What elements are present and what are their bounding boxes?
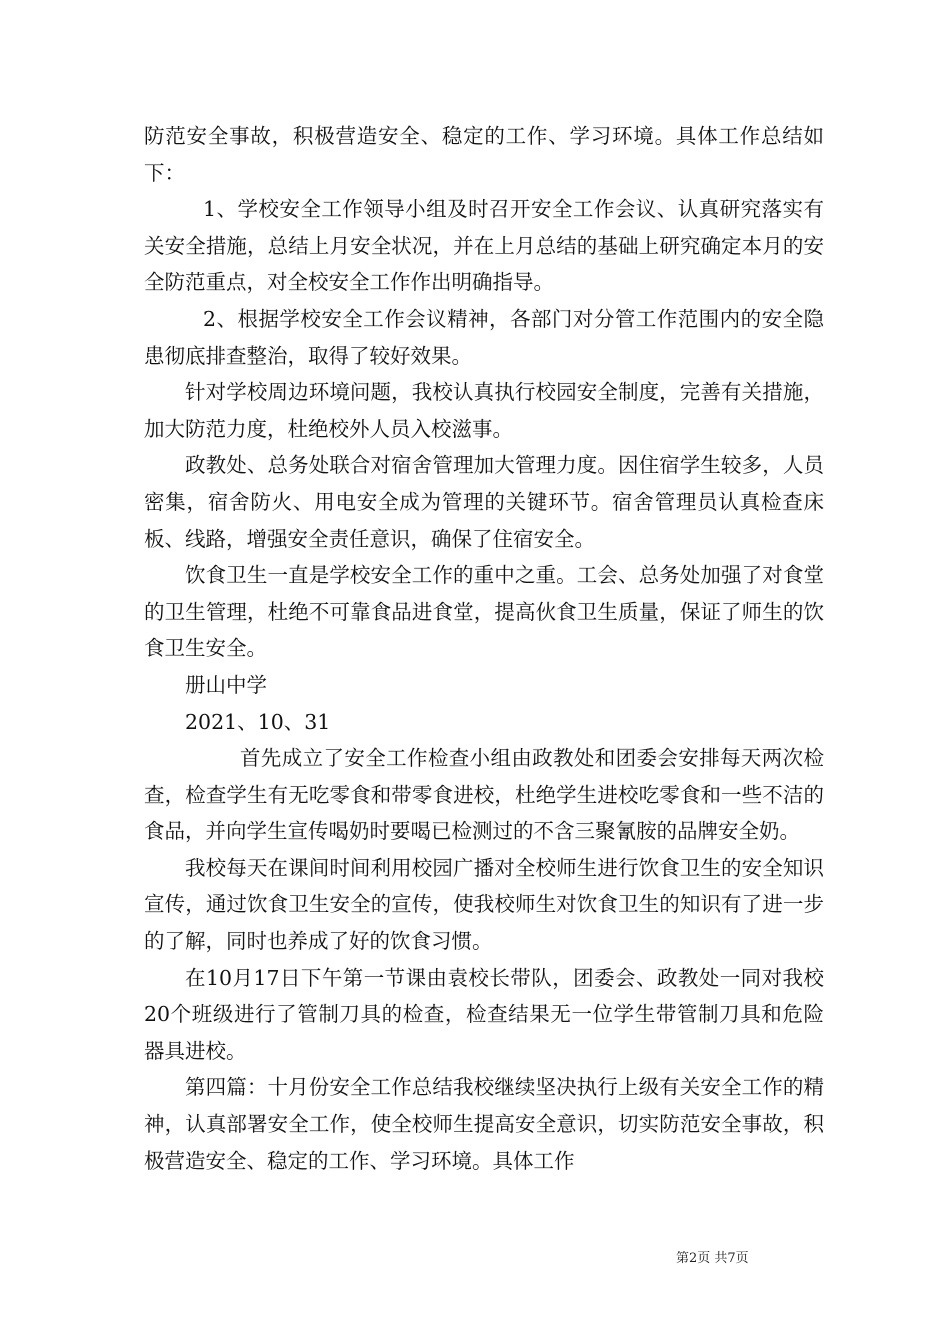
paragraph-2: 1、学校安全工作领导小组及时召开安全工作会议、认真研究落实有关安全措施，总结上月安全状况，并在上月总结的基础上研究确定本月的安全防范重点，对全校安全工作作出明确指导。	[144, 197, 824, 295]
paragraph-9: 在10月17日下午第一节课由袁校长带队，团委会、政教处一同对我校20个班级进行了管制刀具的检查，检查结果无一位学生带管制刀具和危险器具进校。	[144, 965, 824, 1063]
page-number-footer: 第2页 共7页	[676, 1251, 749, 1266]
paragraph-8: 我校每天在课间时间利用校园广播对全校师生进行饮食卫生的安全知识宣传，通过饮食卫生安全的宣传，使我校师生对饮食卫生的知识有了进一步的了解，同时也养成了好的饮食习惯。	[144, 855, 824, 954]
paragraph-4: 针对学校周边环境问题，我校认真执行校园安全制度，完善有关措施，加大防范力度，杜绝校外人员入校滋事。	[144, 380, 824, 441]
paragraph-3: 2、根据学校安全工作会议精神，各部门对分管工作范围内的安全隐患彻底排查整治，取得了较好效果。	[144, 306, 824, 368]
signature-school: 册山中学	[185, 672, 267, 697]
paragraph-5: 政教处、总务处联合对宿舍管理加大管理力度。因住宿学生较多，人员密集，宿舍防火、用电安全成为管理的关键环节。宿舍管理员认真检查床板、线路，增强安全责任意识，确保了住宿安全。	[144, 453, 824, 551]
signature-date: 2021、10、31	[185, 709, 331, 734]
document-body	[144, 118, 824, 1179]
paragraph-6: 饮食卫生一直是学校安全工作的重中之重。工会、总务处加强了对食堂的卫生管理，杜绝不可靠食品进食堂，提高伙食卫生质量，保证了师生的饮食卫生安全。	[144, 563, 824, 661]
paragraph-7: 首先成立了安全工作检查小组由政教处和团委会安排每天两次检查，检查学生有无吃零食和带零食进校，杜绝学生进校吃零食和一些不洁的食品，并向学生宣传喝奶时要喝已检测过的不含三聚氰胺的品牌安全奶。	[144, 746, 824, 844]
paragraph-1: 防范安全事故，积极营造安全、稳定的工作、学习环境。具体工作总结如下：	[144, 124, 824, 185]
paragraph-10: 第四篇：十月份安全工作总结我校继续坚决执行上级有关安全工作的精神，认真部署安全工作，使全校师生提高安全意识，切实防范安全事故，积极营造安全、稳定的工作、学习环境。具体工作	[144, 1075, 824, 1173]
